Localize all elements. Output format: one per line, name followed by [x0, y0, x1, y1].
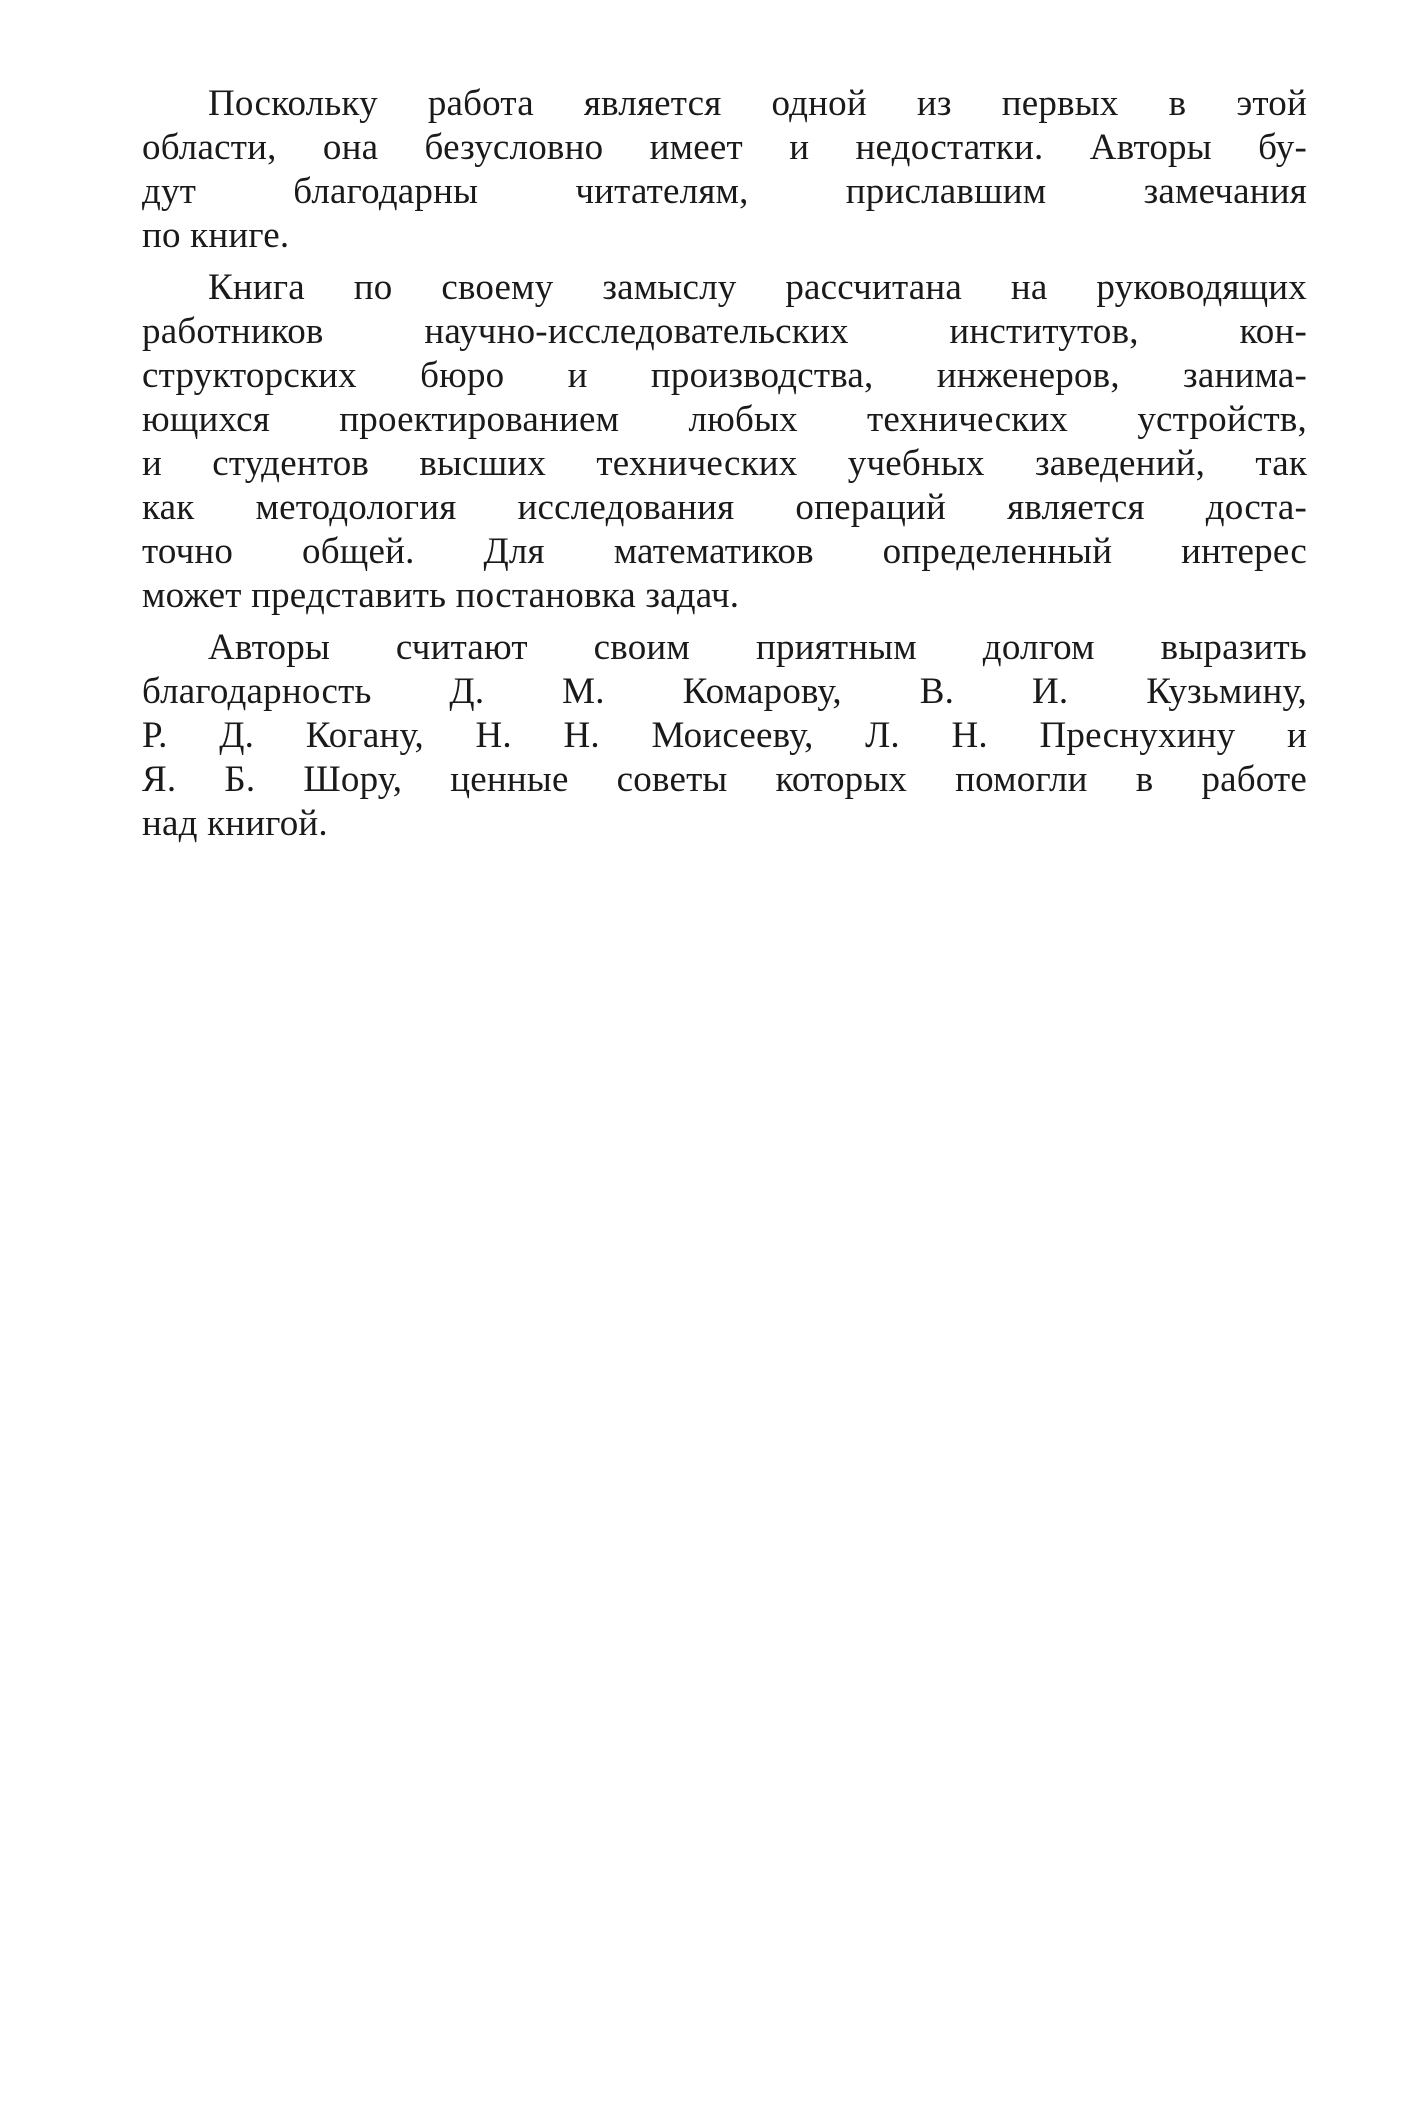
- text-line: Книга по своему замыслу рассчитана на руководящих: [208, 267, 1307, 308]
- text-line: дут благодарны читателям, приславшим замечания: [142, 171, 1307, 212]
- text-line: как методология исследования операций является доста-: [142, 487, 1307, 528]
- text-line: Авторы считают своим приятным долгом выразить: [208, 627, 1307, 668]
- text-line: по книге.: [142, 215, 290, 256]
- text-line: Я. Б. Шору, ценные советы которых помогли в работе: [142, 759, 1307, 800]
- text-line: может представить постановка задач.: [142, 575, 740, 616]
- text-line: благодарность Д. М. Комарову, В. И. Кузьмину,: [142, 671, 1307, 712]
- paragraph-acknowledgements: [142, 626, 1307, 846]
- text-line: ющихся проектированием любых технических устройств,: [142, 399, 1307, 440]
- text-line: над книгой.: [142, 803, 328, 844]
- text-line: работников научно-исследовательских институтов, кон-: [142, 311, 1307, 352]
- text-line: области, она безусловно имеет и недостатки. Авторы бу-: [142, 127, 1307, 168]
- text-line: Поскольку работа является одной из первых в этой: [208, 83, 1307, 124]
- text-line: и студентов высших технических учебных заведений, так: [142, 443, 1307, 484]
- text-line: структорских бюро и производства, инженеров, занима-: [142, 355, 1307, 396]
- text-line: точно общей. Для математиков определенный интерес: [142, 531, 1307, 572]
- paragraph-feedback: [142, 82, 1307, 258]
- text-line: Р. Д. Когану, Н. Н. Моисееву, Л. Н. Преснухину и: [142, 715, 1307, 756]
- body-text: [142, 82, 1307, 854]
- paragraph-audience: [142, 266, 1307, 618]
